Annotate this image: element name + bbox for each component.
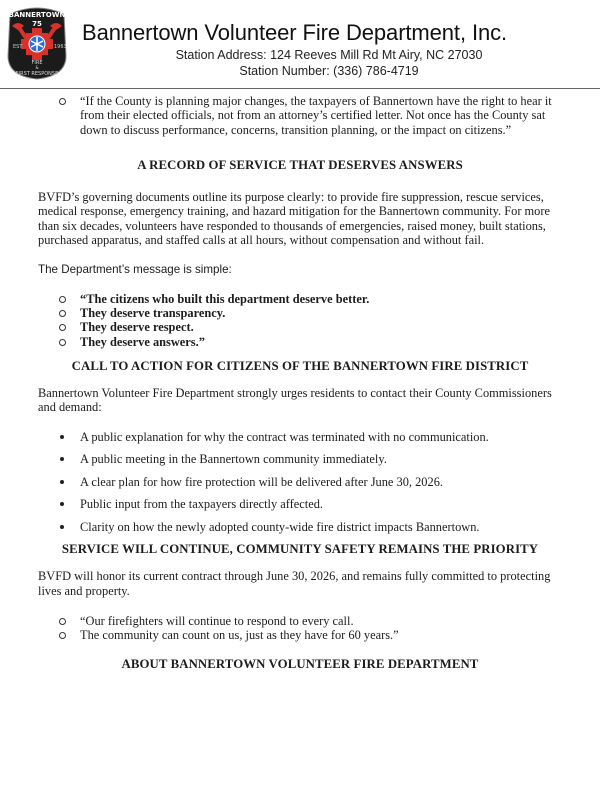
list-item-text: A public explanation for why the contract was terminated with no communication. [80,429,489,444]
list-item-text: The community can count on us, just as they have for 60 years.” [80,628,399,643]
list-item [80,452,600,466]
svg-text:FIRE: FIRE [31,60,43,66]
bullet-icon [60,435,64,439]
section-heading-about: ABOUT BANNERTOWN VOLUNTEER FIRE DEPARTMENT [121,656,479,671]
service-will-continue-paragraph: BVFD will honor its current contract through June 30, 2026, and remains fully committed to protecting lives and property. [38,569,551,598]
list-item [80,430,600,444]
svg-text:EST: EST [13,44,23,50]
bullet-icon [60,525,64,529]
list-item [80,614,600,628]
list-item-text: Public input from the taxpayers directly affected. [80,497,324,512]
hollow-bullet-icon [59,632,66,639]
list-item [80,335,600,349]
list-item [80,320,600,334]
hollow-bullet-icon [59,324,66,331]
list-item [80,497,600,511]
svg-text:BANNERTOWN: BANNERTOWN [8,11,66,19]
bullet-icon [60,457,64,461]
svg-text:FIRST RESPONSE: FIRST RESPONSE [15,71,59,77]
svg-text:1963: 1963 [54,44,67,50]
hollow-bullet-icon [59,98,66,105]
station-phone: Station Number: (336) 786-4719 [239,64,419,78]
section-heading-service-will-continue: SERVICE WILL CONTINUE, COMMUNITY SAFETY REMAINS THE PRIORITY [61,542,539,557]
list-item-text: They deserve respect. [80,320,194,335]
list-item-text: Clarity on how the newly adopted county-wide fire district impacts Bannertown. [80,519,480,534]
hollow-bullet-icon [59,296,66,303]
bullet-icon [60,480,64,484]
list-item-text: “If the County is planning major changes, the taxpayers of Bannertown have the right to hear it from their elected officials, not from an attorney’s certified letter. Not once has the County sat down to discuss performance, concerns, transition planning, or the impact on citizens.” [80,94,552,137]
list-item [80,475,600,489]
svg-text:&: & [35,65,39,70]
list-item-text: A clear plan for how fire protection will be delivered after June 30, 2026. [80,474,443,489]
service-quote-list [0,614,600,643]
document-body [0,92,600,671]
message-intro: The Department’s message is simple: [38,263,232,277]
hollow-bullet-icon [59,310,66,317]
list-item-text: “The citizens who built this department deserve better. [80,291,370,306]
section-heading-call-to-action: CALL TO ACTION FOR CITIZENS OF THE BANNERTOWN FIRE DISTRICT [71,358,529,373]
hollow-bullet-icon [59,339,66,346]
record-of-service-paragraph: BVFD’s governing documents outline its purpose clearly: to provide fire suppression, rescue services, medical response, emergency training, and hazard mitigation for the Bannertown community. For more than six decades, volunteers have responded to thousands of emergencies, raised money, built stations, purchased apparatus, and staffed calls at all hours, without compensation and without fail. [38,190,550,248]
list-item [80,306,600,320]
svg-text:75: 75 [32,20,42,28]
list-item-text: A public meeting in the Bannertown community immediately. [80,452,387,467]
bullet-icon [60,502,64,506]
message-list [0,292,600,349]
list-item [80,628,600,642]
organization-title: Bannertown Volunteer Fire Department, Inc. [82,20,508,45]
list-item [80,292,600,306]
list-item-text: “Our firefighters will continue to respond to every call. [80,614,354,629]
hollow-bullet-icon [59,618,66,625]
section-heading-record-of-service: A RECORD OF SERVICE THAT DESERVES ANSWERS [137,157,463,172]
letterhead [0,0,600,86]
list-item [80,520,600,534]
station-address: Station Address: 124 Reeves Mill Rd Mt Airy, NC 27030 [175,48,483,62]
demands-list [0,430,600,534]
call-to-action-paragraph: Bannertown Volunteer Fire Department strongly urges residents to contact their County Commissioners and demand: [38,386,552,415]
intro-quote-list [0,94,600,137]
list-item-text: They deserve answers.” [80,334,205,349]
list-item [80,94,600,137]
header-divider [0,88,600,89]
list-item-text: They deserve transparency. [80,305,226,320]
